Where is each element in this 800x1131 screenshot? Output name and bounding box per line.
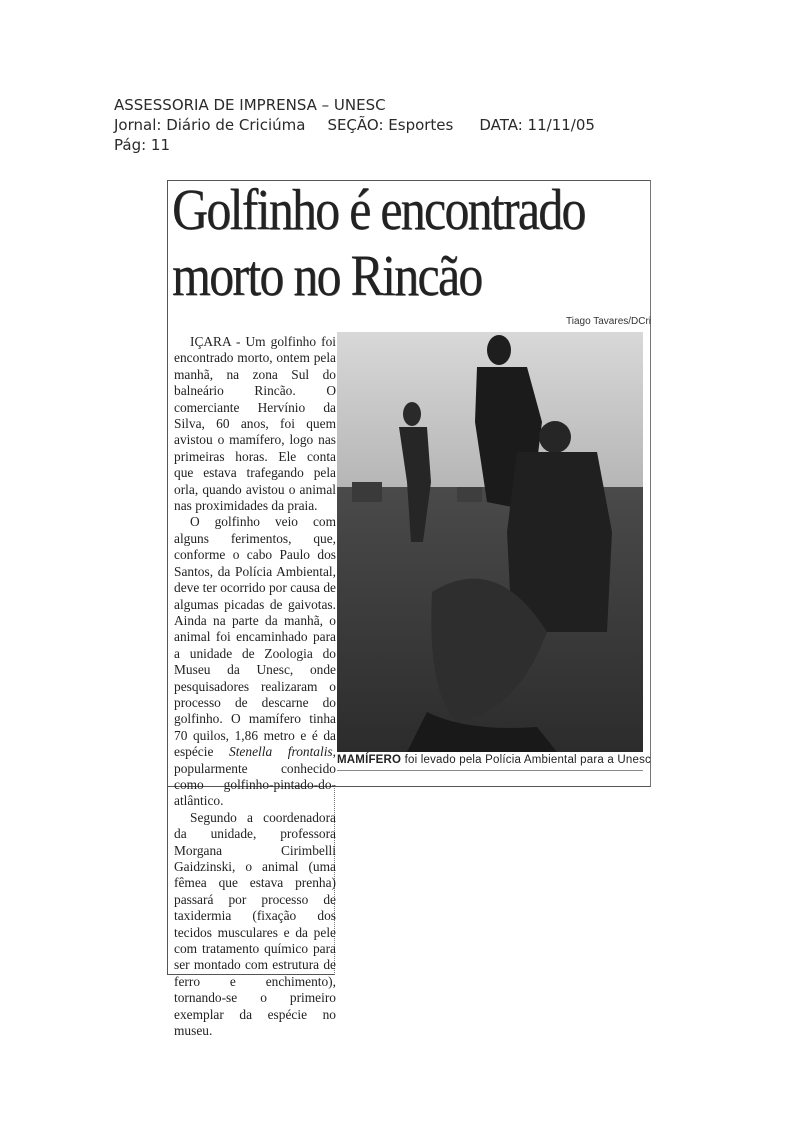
parked-car — [457, 487, 482, 502]
person-head — [539, 421, 571, 453]
headline-line-1: Golfinho é encontrado — [172, 177, 585, 242]
news-photo — [337, 332, 643, 752]
caption-text: foi levado pela Polícia Ambiental para a Unesc — [401, 754, 651, 766]
parked-car — [352, 482, 382, 502]
paragraph-text: , popularmente conhecido como golfinho-pintado-do-atlântico. — [174, 744, 337, 809]
page-number: Pág: 11 — [114, 136, 170, 154]
photo-scene — [337, 332, 643, 752]
caption-divider — [337, 770, 643, 771]
article-paragraph — [174, 514, 336, 809]
person-head — [487, 335, 511, 365]
article-headline — [172, 177, 585, 309]
newspaper-name: Jornal: Diário de Criciúma — [114, 116, 306, 134]
person-head — [403, 402, 421, 426]
photo-caption — [337, 754, 651, 766]
paragraph-text: O golfinho veio com alguns ferimentos, que, conforme o cabo Paulo dos Santos, da Polícia Ambiental, deve ter ocorrido por causa de algumas picadas de gaivotas. Ainda na parte da manhã, o animal foi encaminhado para a unidade de Zoologia do Museu da Unesc, onde pesquisadores realizaram o processo de descarne do golfinho. O mamífero tinha 70 quilos, 1,86 metro e é da espécie — [174, 514, 336, 760]
species-name: Stenella frontalis — [229, 744, 333, 760]
article-body — [174, 334, 336, 1039]
date-label: DATA: 11/11/05 — [479, 116, 595, 134]
publication-info — [114, 116, 595, 134]
article-paragraph: IÇARA - Um golfinho foi encontrado morto, ontem pela manhã, na zona Sul do balneário Rincão. O comerciante Hervínio da Silva, 60 anos, foi quem avistou o mamífero, logo nas primeiras horas. Ele conta que estava trafegando pela orla, quando avistou o animal nas proximidades da praia. — [174, 334, 336, 514]
headline-line-2: morto no Rincão — [172, 243, 482, 308]
article-paragraph: Segundo a coordenadora da unidade, professora Morgana Cirimbelli Gaidzinski, o animal (uma fêmea que estava prenha) passará por processo de taxidermia (fixação dos tecidos musculares e da pele com tratamento químico para ser montado com estrutura de ferro e enchimento), tornando-se o primeiro exemplar da espécie no museu. — [174, 809, 336, 1039]
photo-credit: Tiago Tavares/DCri — [566, 316, 652, 327]
press-office-header: ASSESSORIA DE IMPRENSA – UNESC — [114, 96, 386, 114]
caption-lead: MAMÍFERO — [337, 754, 402, 766]
section-label: SEÇÃO: Esportes — [327, 116, 454, 134]
